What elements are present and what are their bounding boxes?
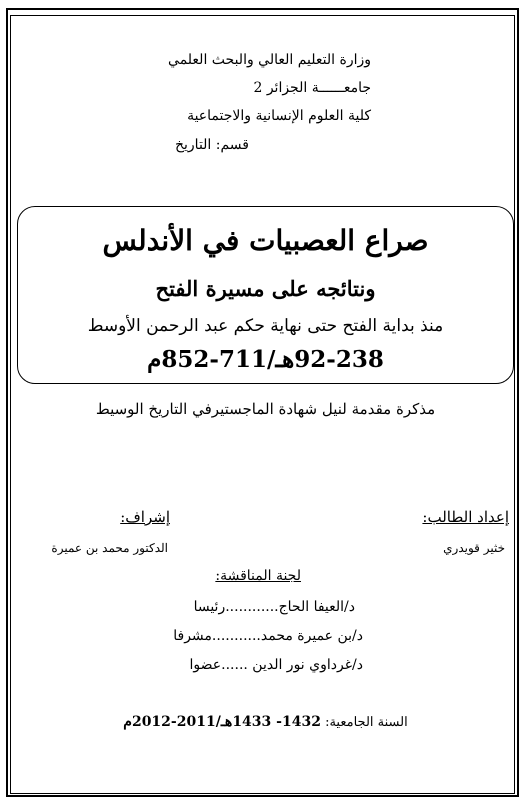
student-label: إعداد الطالب: [422,508,509,526]
committee-member-2: د/بن عميرة محمد...........مشرفا [173,628,363,644]
thesis-dates: 92-238هـ/711-852م [147,346,384,373]
department-name: قسم: التاريخ [174,137,249,153]
thesis-title: صراع العصبيات في الأندلس [102,224,429,257]
committee-label: لجنة المناقشة: [215,568,301,584]
degree-statement: مذكرة مقدمة لنيل شهادة الماجستيرفي التاريخ الوسيط [95,400,436,418]
student-name: خثير قويدري [443,541,505,555]
thesis-period: منذ بداية الفتح حتى نهاية حكم عبد الرحمن الأوسط [87,316,444,336]
supervisor-name: الدكتور محمد بن عميرة [51,541,168,555]
thesis-subtitle: ونتائجه على مسيرة الفتح [155,276,376,301]
academic-year-value: 1432- 1433هـ/2011-2012م [123,714,321,730]
academic-year-label: السنة الجامعية: [325,715,408,730]
supervisor-label: إشراف: [120,508,170,526]
committee-member-1: د/العيفا الحاج............رئيسا [193,599,355,615]
ministry-name: وزارة التعليم العالي والبحث العلمي [168,52,371,68]
academic-year [0,714,531,730]
committee-member-3: د/غرداوي نور الدين ......عضوا [189,657,363,673]
faculty-name: كلية العلوم الإنسانية والاجتماعية [187,108,371,124]
university-name: جامعــــــة الجزائر 2 [253,80,371,96]
